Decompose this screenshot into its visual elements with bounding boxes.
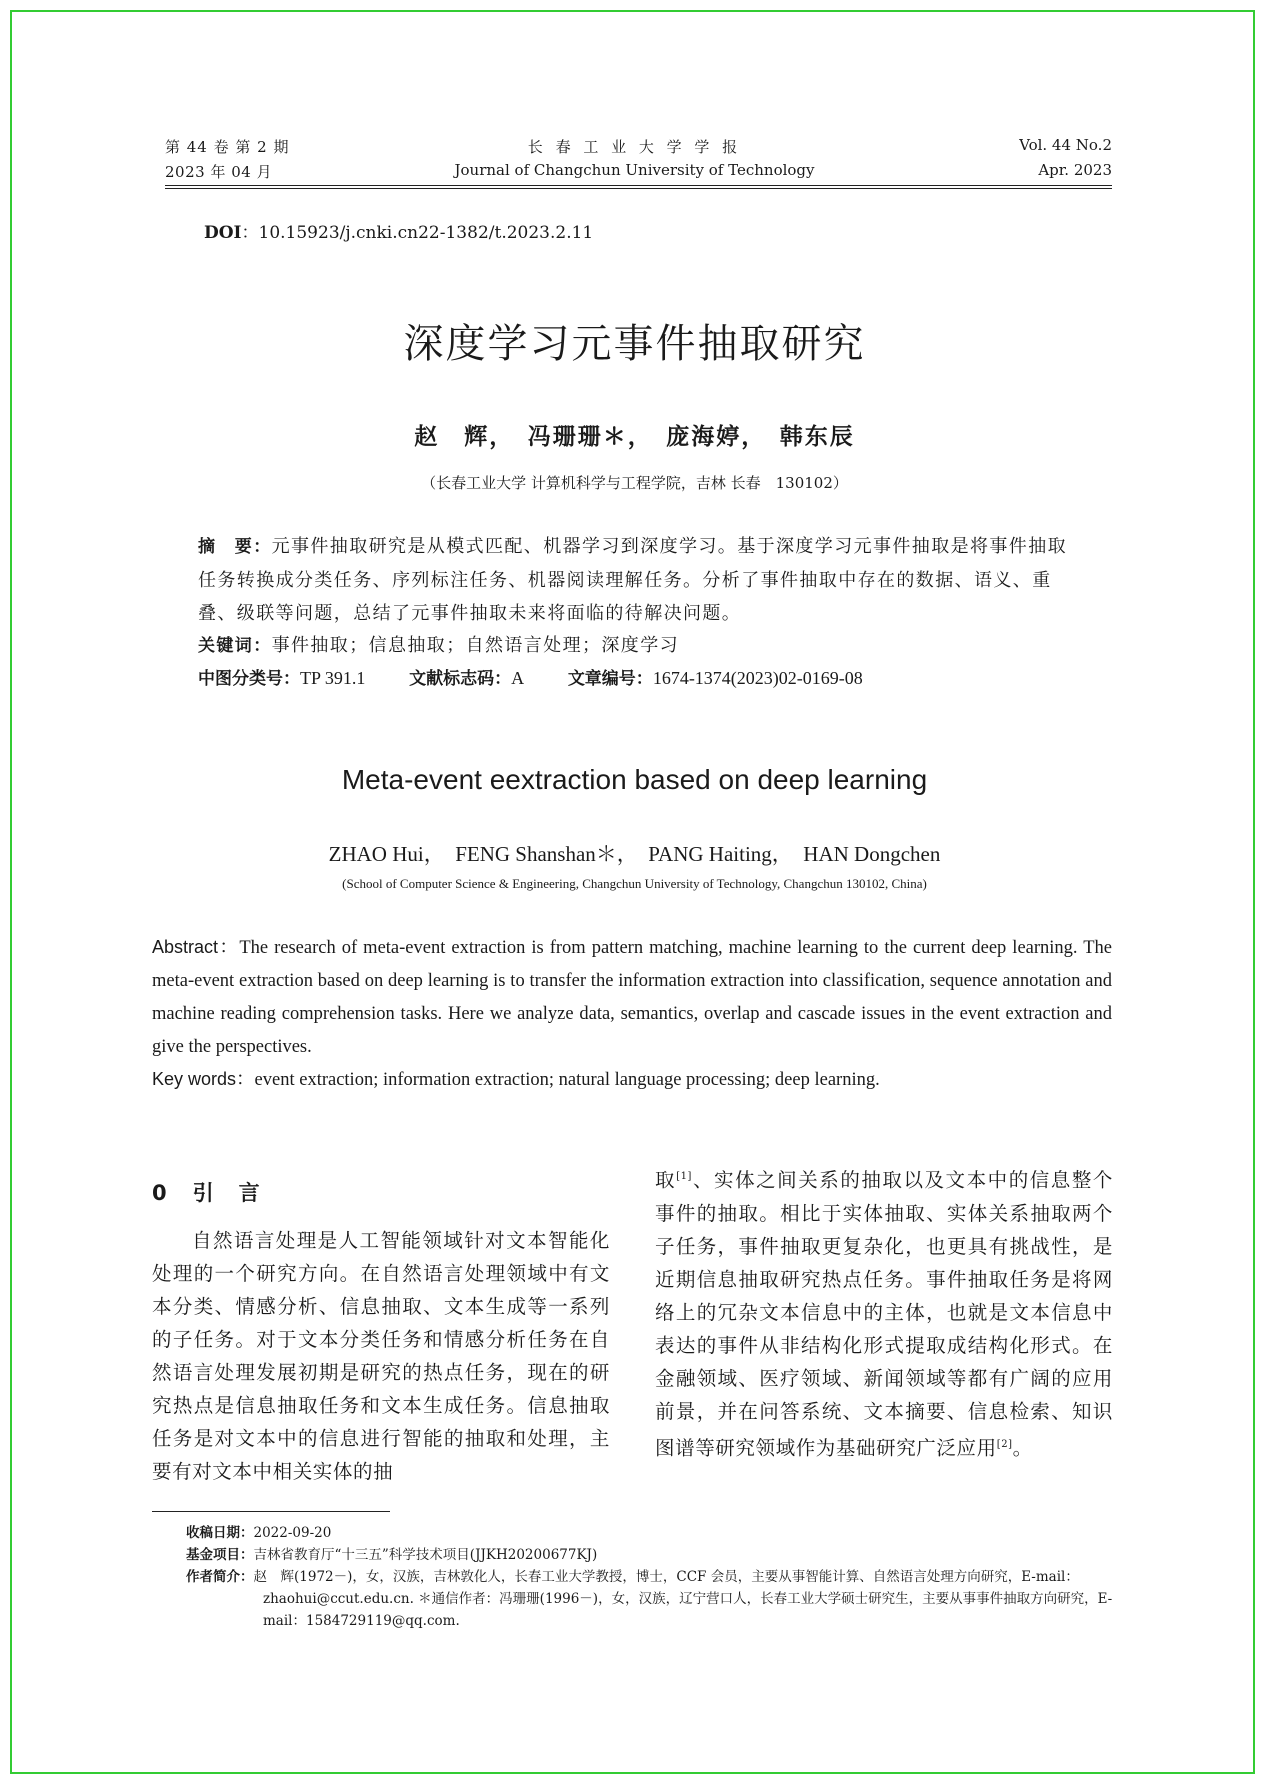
doi-value: ：10.15923/j.cnki.cn22-1382/t.2023.2.11 [241, 223, 594, 243]
section-title: 引 言 [192, 1181, 262, 1205]
section-heading-0 [152, 1177, 262, 1207]
received-value: 2022-09-20 [253, 1525, 332, 1541]
abstract-en-label: Abstract [152, 937, 219, 957]
paper-title-en: Meta-event eextraction based on deep learning [341, 764, 928, 795]
fund-label: 基金项目： [186, 1547, 254, 1563]
abstract-cn-text: 元事件抽取研究是从模式匹配、机器学习到深度学习。基于深度学习元事件抽取是将事件抽取任务转换成分类任务、序列标注任务、机器阅读理解任务。分析了事件抽取中存在的数据、语义、重叠、级联等问题，总结了元事件抽取未来将面临的待解决问题。 [198, 536, 1068, 624]
abstract-en-text: ：The research of meta-event extraction is from pattern matching, machine learning to the current deep learning. The meta-event extraction based on deep learning is to transfer the information extraction into classification, sequence annotation and machine reading comprehension tasks. Here we analyze data, semantics, overlap and cascade issues in the event extraction and give the perspectives. [152, 938, 1112, 1057]
header-journal-cn: 长 春 工 业 大 学 学 报 [527, 138, 742, 156]
keywords-en [152, 1063, 1112, 1097]
footnote-author [186, 1566, 1116, 1632]
keywords-cn [198, 629, 1078, 663]
clc-value: TP 391.1 [300, 668, 366, 688]
authors-en: ZHAO Hui， FENG Shanshan＊， PANG Haiting， HAN Dongchen [328, 842, 941, 866]
body-right-part3: 。 [1012, 1436, 1033, 1459]
keywords-cn-text: 事件抽取；信息抽取；自然语言处理；深度学习 [271, 635, 680, 656]
body-right-column [655, 1160, 1113, 1464]
authors-cn: 赵 辉， 冯珊珊＊， 庞海婷， 韩东辰 [414, 423, 855, 450]
header-journal-en: Journal of Changchun University of Technology [454, 161, 815, 179]
citation-2: [2] [996, 1438, 1013, 1450]
received-label: 收稿日期： [186, 1525, 254, 1541]
citation-1: [1] [676, 1171, 693, 1182]
body-right-part2: 、实体之间关系的抽取以及文本中的信息整个事件的抽取。相比于实体抽取、实体关系抽取两个子任务，事件抽取更复杂化，也更具有挑战性，是近期信息抽取研究热点任务。事件抽取任务是将网络上的冗杂文本信息中的主体，也就是文本信息中表达的事件从非结构化形式提取成结构化形式。在金融领域、医疗领域、新闻领域等都有广阔的应用前景，并在问答系统、文本摘要、信息检索、知识图谱等研究领域作为基础研究广泛应用 [655, 1168, 1113, 1459]
doi-label: DOI [204, 223, 242, 243]
article-no-value: 1674-1374(2023)02-0169-08 [652, 668, 863, 688]
article-no-label: 文章编号： [567, 669, 653, 689]
keywords-cn-label: 关键词： [198, 636, 272, 656]
author-bio-label: 作者简介： [186, 1569, 254, 1585]
header-date-en: Apr. 2023 [1038, 161, 1112, 179]
section-number: 0 [152, 1181, 167, 1205]
body-right-part1: 取 [655, 1168, 677, 1192]
fund-value: 吉林省教育厅“十三五”科学技术项目(JJKH20200677KJ) [253, 1547, 598, 1563]
keywords-en-label: Key words [152, 1069, 237, 1089]
abstract-cn-label: 摘 要： [198, 537, 272, 557]
paper-title-cn: 深度学习元事件抽取研究 [403, 321, 866, 367]
footnote-rule [152, 1511, 390, 1512]
doi-line [204, 218, 593, 243]
doc-code-label: 文献标志码： [409, 669, 512, 689]
author-bio-value: 赵 辉(1972－)，女，汉族，吉林敦化人，长春工业大学教授，博士，CCF 会员，主要从事智能计算、自然语言处理方向研究，E-mail：zhaohui@ccut.edu.cn. ＊通信作者：冯珊珊(1996－)，女，汉族，辽宁营口人，长春工业大学硕士研究生，主要从事事件抽取方向研究，E-mail：1584729119@qq.com. [253, 1569, 1113, 1629]
classification-line [198, 662, 863, 696]
keywords-en-text: ：event extraction; information extraction; natural language processing; deep learning. [236, 1070, 880, 1090]
clc-label: 中图分类号： [198, 669, 300, 689]
affiliation-en: (School of Computer Science & Engineering, Changchun University of Technology, Changchun 130102, China) [342, 876, 927, 891]
footnote-received [186, 1522, 1116, 1544]
abstract-cn [198, 530, 1078, 630]
doc-code-value: A [511, 668, 525, 688]
footnote-fund [186, 1544, 1116, 1566]
header-date: 2023 年 04 月 [165, 163, 273, 181]
abstract-en [152, 931, 1112, 1064]
header-volume: 第 44 卷 第 2 期 [165, 138, 290, 156]
header-rule-top [165, 185, 1112, 186]
header-vol-en: Vol. 44 No.2 [1019, 136, 1112, 154]
page-border [10, 10, 1255, 1774]
body-left-column: 自然语言处理是人工智能领域针对文本智能化处理的一个研究方向。在自然语言处理领域中有文本分类、情感分析、信息抽取、文本生成等一系列的子任务。对于文本分类任务和情感分析任务在自然语言处理发展初期是研究的热点任务，现在的研究热点是信息抽取任务和文本生成任务。信息抽取任务是对文本中的信息进行智能的抽取和处理，主要有对文本中相关实体的抽 [152, 1229, 610, 1483]
header-rule-bottom [165, 188, 1112, 189]
affiliation-cn: （长春工业大学 计算机科学与工程学院，吉林 长春 130102） [421, 474, 848, 492]
